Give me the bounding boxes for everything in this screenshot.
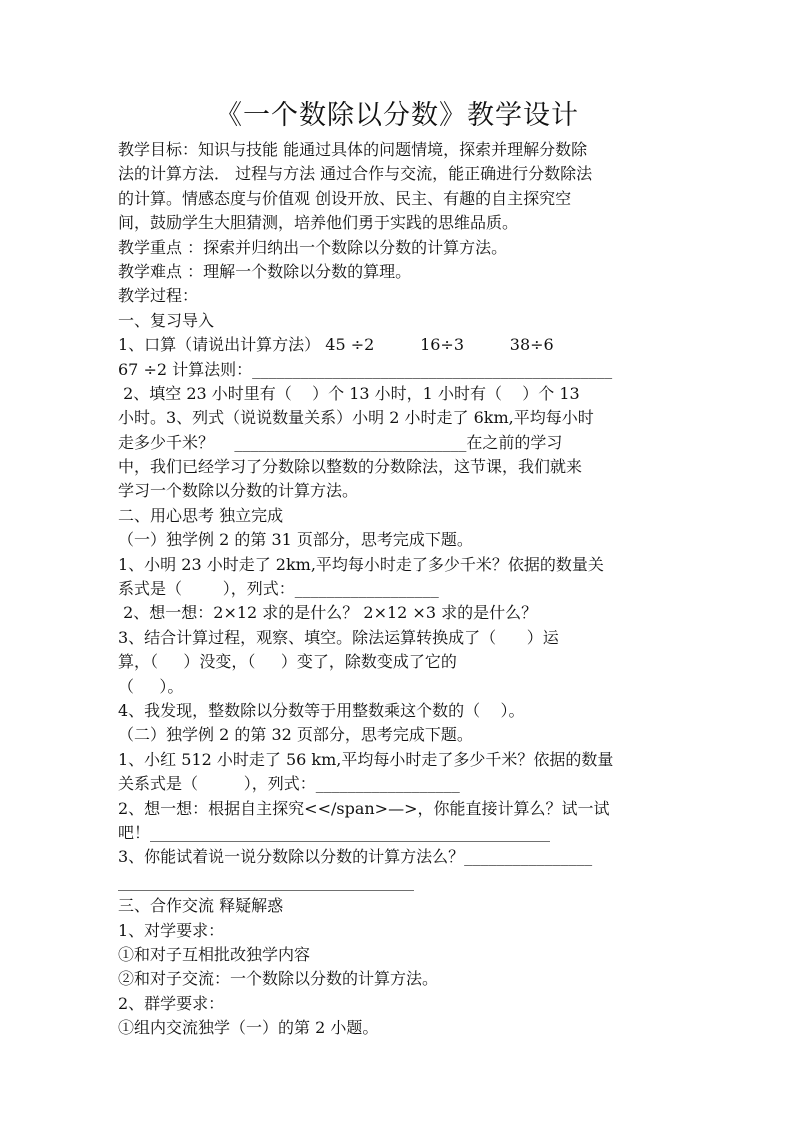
text-line: 教学重点 ：探索并归纳出一个数除以分数的计算方法。 (118, 237, 508, 257)
section-heading: 三、合作交流 释疑解惑 (118, 896, 284, 916)
text-line: （一）独学例 2 的第 31 页部分，思考完成下题。 (118, 530, 473, 550)
section-heading: 二、用心思考 独立完成 (118, 505, 284, 525)
text-line: 间，鼓励学生大胆猜测，培养他们勇于实践的思维品质。 (118, 213, 519, 233)
document-title: 《一个数除以分数》教学设计 (215, 100, 579, 131)
text-line: 1、小明 23 小时走了 2km,平均每小时走了多少千米？依据的数量关 (118, 554, 604, 574)
text-line: 关系式是（ ），列式：__________________ (118, 774, 460, 794)
text-line: 教学过程： (118, 286, 199, 306)
text-line: 的计算。情感态度与价值观 创设开放、民主、有趣的自主探究空 (118, 188, 572, 208)
text-line: 1、对学要求： (118, 920, 225, 940)
text-line: 3、结合计算过程，观察、填空。除法运算转换成了（ ）运 (118, 627, 559, 647)
text-line: 教学难点 ：理解一个数除以分数的算理。 (118, 261, 412, 281)
text-line: _____________________________________ (118, 871, 414, 891)
text-line: 走多少千米？ _____________________________在之前的学习 (118, 432, 563, 452)
text-line: 1、小红 512 小时走了 56 km,平均每小时走了多少千米？依据的数量 (118, 749, 614, 769)
text-line: 3、你能试着说一说分数除以分数的计算方法么？________________ (118, 847, 593, 867)
text-line: 学习一个数除以分数的计算方法。 (118, 481, 359, 501)
text-line: 2、想一想：2×12 求的是什么？ 2×12 ×3 求的是什么？ (118, 603, 538, 623)
text-line: ①和对子互相批改独学内容 (118, 944, 311, 964)
text-line: 教学目标：知识与技能 能通过具体的问题情境，探索并理解分数除 (118, 140, 588, 159)
text-line: （ ）。 (118, 676, 184, 696)
text-line: ①组内交流独学（一）的第 2 小题。 (118, 1018, 379, 1038)
text-line: 2、想一想：根据自主探究<</span>—>，你能直接计算么？试一试 (118, 798, 610, 818)
text-line: 2、群学要求： (118, 993, 225, 1013)
text-line: 吧！__________________________________________________ (118, 822, 551, 842)
text-line: （二）独学例 2 的第 32 页部分，思考完成下题。 (118, 725, 473, 745)
section-heading: 一、复习导入 (118, 310, 215, 330)
document-body (118, 138, 688, 1040)
text-line: 算，（ ）没变，（ ）变了，除数变成了它的 (118, 652, 457, 672)
text-line: 小时。3、列式（说说数量关系）小明 2 小时走了 6km,平均每小时 (118, 408, 594, 428)
text-line: 系式是（ ），列式：__________________ (118, 579, 439, 599)
text-line: 中，我们已经学习了分数除以整数的分数除法，这节课，我们就来 (118, 457, 583, 477)
text-line: 67 ÷2 计算法则：_____________________________________________ (118, 359, 613, 379)
text-line: 法的计算方法． 过程与方法 通过合作与交流，能正确进行分数除法 (118, 164, 593, 184)
text-line: 2、填空 23 小时里有（ ）个 13 小时，1 小时有（ ）个 13 (118, 383, 580, 403)
text-line: ②和对子交流：一个数除以分数的计算方法。 (118, 969, 439, 989)
text-line: 1、口算（请说出计算方法） 45 ÷2 16÷3 38÷6 (118, 335, 554, 355)
text-line: 4、我发现，整数除以分数等于用整数乘这个数的（ ）。 (118, 700, 525, 720)
